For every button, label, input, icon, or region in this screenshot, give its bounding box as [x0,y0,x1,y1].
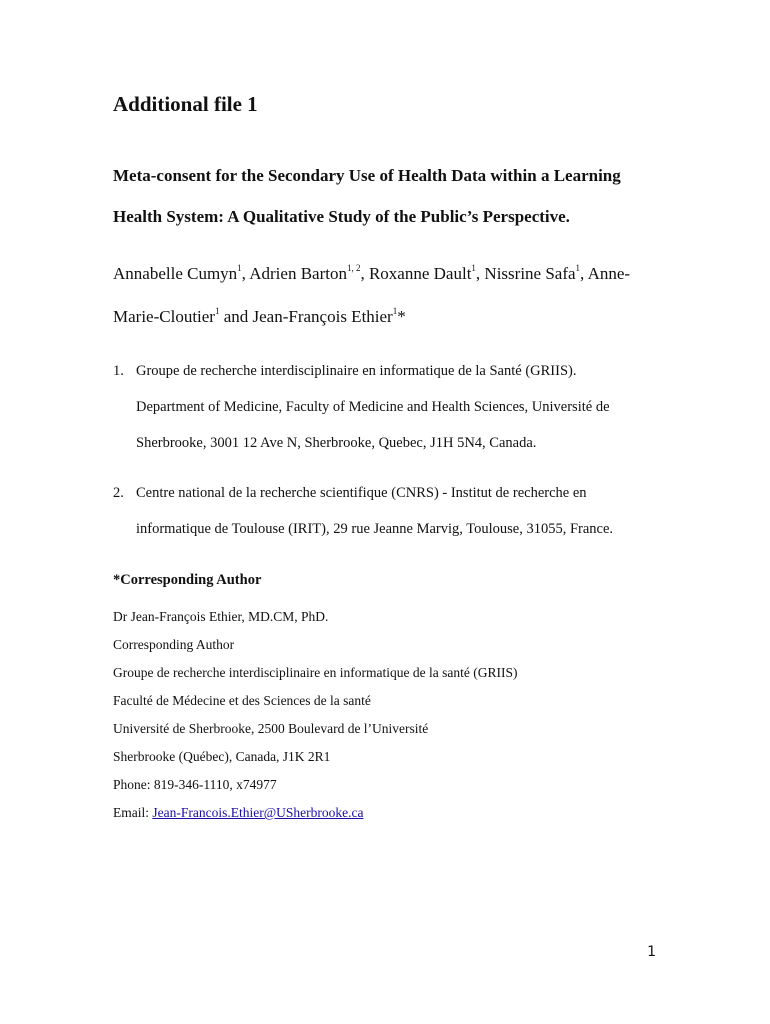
author-affiliation-sup: 1 [575,263,581,273]
author-name: Marie-Cloutier [113,307,215,326]
contact-line: Faculté de Médecine et des Sciences de la santé [113,693,371,708]
author-separator: , [241,264,250,283]
title-line-2: Health System: A Qualitative Study of the Public’s Perspective. [113,207,570,226]
email-line [113,805,363,821]
author-affiliation-sup: 1 [237,263,242,273]
authors-line-2 [113,307,406,327]
document-heading: Additional file 1 [113,92,258,116]
author-name: Jean-François Ethier [252,307,393,326]
author-name: Adrien Barton [249,264,347,283]
author-separator: , [475,264,485,283]
author-affiliation-sup: 1 [392,306,398,316]
author-separator: and [219,307,253,326]
affiliation-line: Groupe de recherche interdisciplinaire en informatique de la Santé (GRIIS). [136,363,577,379]
author-name: Annabelle Cumyn [113,264,238,283]
contact-line: Groupe de recherche interdisciplinaire en informatique de la santé (GRIIS) [113,665,518,680]
affiliation-line: Sherbrooke, 3001 12 Ave N, Sherbrooke, Quebec, J1H 5N4, Canada. [136,435,537,451]
author-affiliation-sup: 1 [471,263,476,273]
affiliation-line: informatique de Toulouse (IRIT), 29 rue Jeanne Marvig, Toulouse, 31055, France. [136,521,614,537]
phone-line: Phone: 819-346-1110, x74977 [113,777,277,792]
contact-line: Corresponding Author [113,637,235,652]
affiliation-line: Department of Medicine, Faculty of Medicine and Health Sciences, Université de [136,399,610,415]
author-separator: * [397,307,406,326]
affiliation-number: 2. [113,485,124,501]
email-label: Email: [113,805,153,820]
affiliation-number: 1. [113,363,124,379]
contact-line: Dr Jean-François Ethier, MD.CM, PhD. [113,609,329,624]
author-name: Roxanne Dault [368,264,472,283]
authors-line-1 [113,264,630,284]
author-affiliation-sup: 1 [214,306,220,316]
affiliation-line: Centre national de la recherche scientifique (CNRS) - Institut de recherche en [136,485,587,501]
contact-line: Université de Sherbrooke, 2500 Boulevard de l’Université [113,721,429,736]
title-line-1: Meta-consent for the Secondary Use of Health Data within a Learning [113,166,621,185]
corresponding-author-heading: *Corresponding Author [113,572,262,588]
page-number: 1 [647,944,656,960]
author-affiliation-sup: 1, 2 [346,263,361,273]
author-separator: , [580,264,588,283]
author-separator: , [360,264,369,283]
author-name: Nissrine Safa [484,264,576,283]
email-link[interactable]: Jean-Francois.Ethier@USherbrooke.ca [152,805,364,820]
author-name: Anne- [587,264,631,283]
contact-line: Sherbrooke (Québec), Canada, J1K 2R1 [113,749,331,764]
